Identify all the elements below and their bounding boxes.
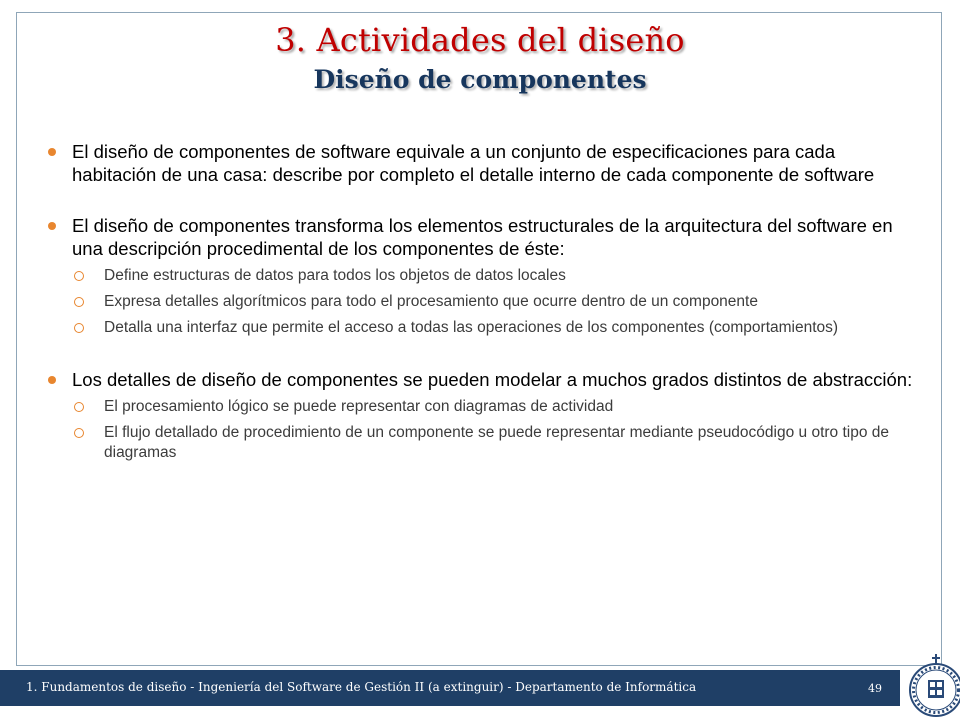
- sub-bullet-text: Detalla una interfaz que permite el acceso a todas las operaciones de los componentes (comportamientos): [104, 319, 839, 336]
- sub-bullet-text: Define estructuras de datos para todos los objetos de datos locales: [104, 267, 566, 284]
- footer-text: 1. Fundamentos de diseño - Ingeniería del Software de Gestión II (a extinguir) - Departamento de Informática: [26, 680, 697, 694]
- circle-bullet-icon: [74, 271, 84, 281]
- circle-bullet-icon: [74, 428, 84, 438]
- circle-bullet-icon: [74, 297, 84, 307]
- university-seal-icon: [902, 650, 960, 720]
- sub-bullet-item: [72, 397, 920, 417]
- sub-bullet-text: Expresa detalles algorítmicos para todo el procesamiento que ocurre dentro de un componente: [104, 293, 758, 310]
- bullet-item: [40, 214, 920, 338]
- bullet-dot-icon: [48, 376, 56, 384]
- sub-bullet-item: [72, 266, 920, 286]
- bullet-list: [40, 140, 920, 469]
- bullet-dot-icon: [48, 222, 56, 230]
- sub-bullet-list: [72, 266, 920, 338]
- bullet-item: [40, 140, 920, 186]
- sub-bullet-text: El procesamiento lógico se puede representar con diagramas de actividad: [104, 398, 614, 415]
- page-number: 49: [868, 682, 882, 695]
- circle-bullet-icon: [74, 323, 84, 333]
- sub-bullet-item: [72, 318, 920, 338]
- circle-bullet-icon: [74, 402, 84, 412]
- sub-bullet-list: [72, 397, 920, 463]
- bullet-item: [40, 368, 920, 463]
- slide-title: 3. Actividades del diseño: [275, 21, 685, 59]
- bullet-text: El diseño de componentes transforma los elementos estructurales de la arquitectura del software en una descripción procedimental de los componentes de éste:: [72, 215, 893, 259]
- sub-bullet-item: [72, 423, 920, 463]
- bullet-text: El diseño de componentes de software equivale a un conjunto de especificaciones para cada habitación de una casa: describe por completo el detalle interno de cada componente de software: [72, 141, 875, 185]
- sub-bullet-text: El flujo detallado de procedimiento de un componente se puede representar mediante pseudocódigo u otro tipo de diagramas: [104, 424, 890, 461]
- bullet-text: Los detalles de diseño de componentes se pueden modelar a muchos grados distintos de abstracción:: [72, 369, 913, 390]
- slide-subtitle: Diseño de componentes: [313, 65, 647, 94]
- bullet-dot-icon: [48, 148, 56, 156]
- sub-bullet-item: [72, 292, 920, 312]
